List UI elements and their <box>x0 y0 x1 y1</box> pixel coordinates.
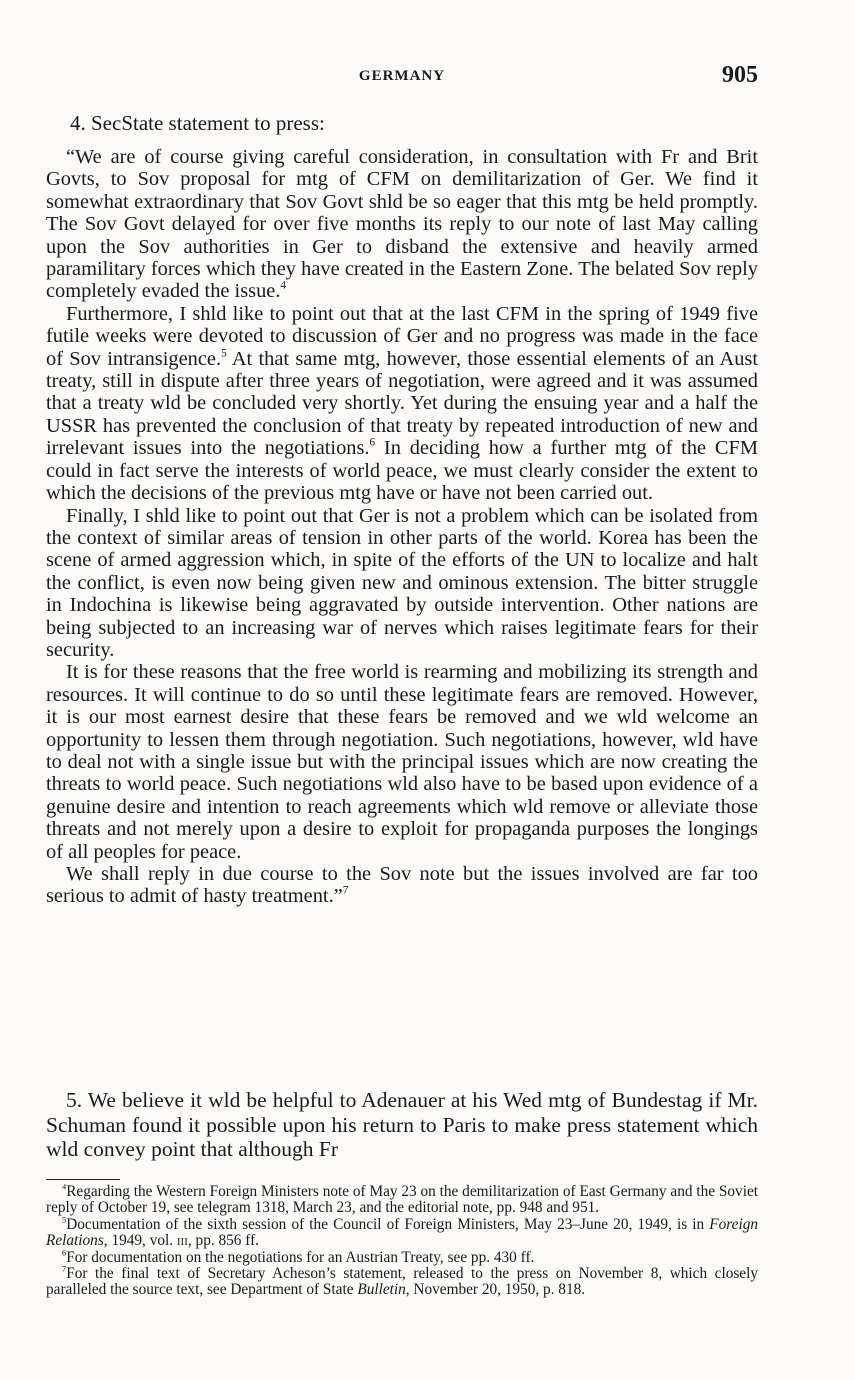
footnote-ref: 5 <box>221 347 227 360</box>
footnote: $^4$Regarding the Western Foreign Ministers note of May 23 on the demilitarization of East Germany and the Soviet reply of October 19, see telegram 1318, March 23, and the editorial note, pp. 948 and 951. <box>46 1182 758 1217</box>
item-4-heading: 4. SecState statement to press: <box>70 111 325 135</box>
item-5 <box>46 1088 758 1162</box>
statement-paragraph: “We are of course giving careful consideration, in consultation with Fr and Brit Govts, to Sov proposal for mtg of CFM on demilitarization of Ger. We find it somewhat extraordinary that Sov Govt shld be so eager that this mtg be held promptly. The Sov Govt delayed for over five months its reply to our note of last May calling upon the Sov authorities in Ger to disband the extensive and heavily armed paramilitary forces which they have created in the Eastern Zone. The belated Sov reply completely evaded the issue.$^4$ <box>46 146 758 303</box>
statement-paragraph: Finally, I shld like to point out that Ger is not a problem which can be isolated from the context of similar areas of tension in other parts of the world. Korea has been the scene of armed aggression which, in spite of the efforts of the UN to localize and halt the conflict, is even now being given new and ominous extension. The bitter struggle in Indochina is likewise being aggravated by outside intervention. Other nations are being subjected to an increasing war of nerves which raises legitimate fears for their security. <box>46 504 758 661</box>
running-title: GERMANY <box>358 68 446 84</box>
statement-paragraph: We shall reply in due course to the Sov note but the issues involved are far too serious to admit of hasty treatment.”$^7$ <box>46 863 758 908</box>
footnote: $^7$For the final text of Secretary Acheson’s statement, released to the press on November 8, which closely paralleled the source text, see Department of State Bulletin, November 20, 1950, p. 818. <box>46 1264 758 1299</box>
footnote-divider <box>46 1179 120 1180</box>
footnote-ref: 7 <box>342 885 349 897</box>
footnote-ref: 6 <box>369 436 376 449</box>
footnote: $^5$Documentation of the sixth session of the Council of Foreign Ministers, May 23–June 20, 1949, is in Foreign Relations, 1949, vol. iii, pp. 856 ff. <box>46 1215 758 1250</box>
statement-paragraph: Furthermore, I shld like to point out that at the last CFM in the spring of 1949 five futile weeks were devoted to discussion of Ger and no progress was made in the face of Sov intransigence.$^5$ At that same mtg, however, those essential elements of an Aust treaty, still in dispute after three years of negotiation, were agreed and it was assumed that a treaty wld be concluded very shortly. Yet during the ensuing year and a half the USSR has prevented the conclusion of that treaty by repeated introduction of new and irrelevant issues into the negotiations.$^6$ In deciding how a further mtg of the CFM could in fact serve the interests of world peace, we must clearly consider the extent to which the decisions of the previous mtg have or have not been carried out. <box>46 302 759 505</box>
statement-paragraph: It is for these reasons that the free world is rearming and mobilizing its strength and resources. It will continue to do so until these legitimate fears are removed. However, it is our most earnest desire that these fears be removed and we wld welcome an opportunity to lessen them through negotiation. Such negotiations, however, wld have to deal not with a single issue but with the principal issues which are now creating the threats to world peace. Such negotiations wld also have to be based upon evidence of a genuine desire and intention to reach agreements which wld remove or alleviate those threats and not merely upon a desire to exploit for propaganda purposes the longings of all peoples for peace. <box>46 661 758 863</box>
page-header <box>46 64 758 94</box>
footnotes <box>46 1184 758 1299</box>
press-statement <box>46 146 758 908</box>
item-5-text: 5. We believe it wld be helpful to Adenauer at his Wed mtg of Bundestag if Mr. Schuman found it possible upon his return to Paris to make press statement which wld convey point that although Fr <box>46 1088 758 1161</box>
footnote-ref: 4 <box>280 280 287 293</box>
page-number: 905 <box>722 62 758 88</box>
footnote: $^6$For documentation on the negotiations for an Austrian Treaty, see pp. 430 ff. <box>62 1248 535 1266</box>
